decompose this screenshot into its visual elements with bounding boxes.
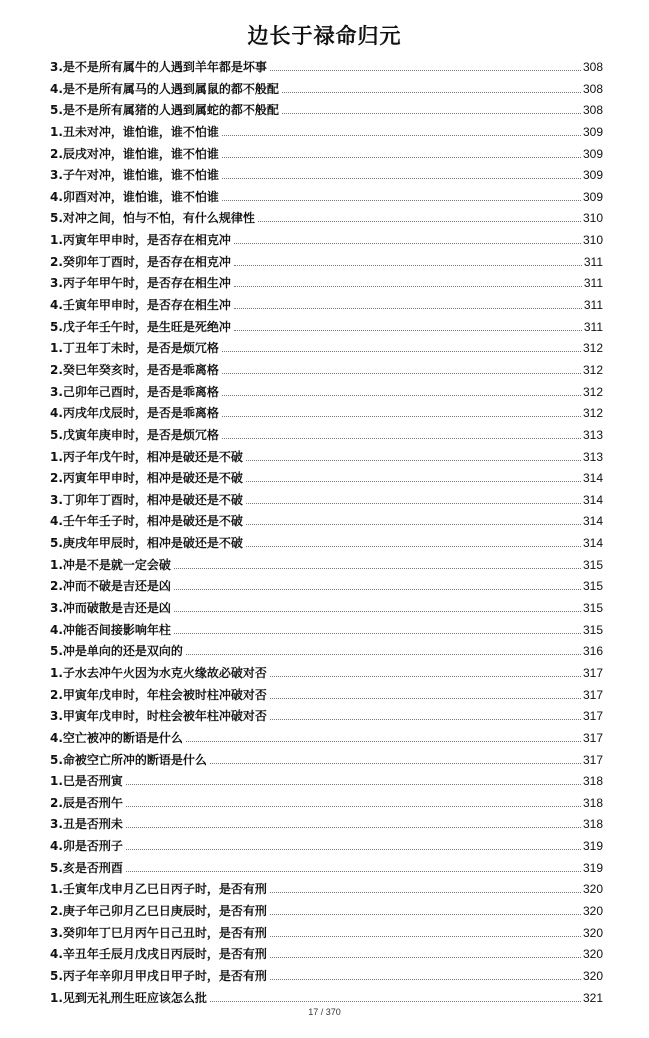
dot-leader <box>270 979 581 980</box>
toc-entry-page: 315 <box>582 601 603 616</box>
toc-entry[interactable] <box>50 231 603 253</box>
toc-entry-page: 309 <box>582 146 603 161</box>
toc-entry-page: 319 <box>582 839 603 854</box>
toc-entry-label: 2.丙寅年甲申时，相冲是破还是不破 <box>50 471 243 486</box>
dot-leader <box>222 351 581 352</box>
toc-entry[interactable] <box>50 296 603 318</box>
toc-entry-page: 309 <box>582 168 603 183</box>
toc-entry[interactable] <box>50 945 603 967</box>
toc-entry[interactable] <box>50 58 603 80</box>
dot-leader <box>222 438 581 439</box>
dot-leader <box>282 113 581 114</box>
table-of-contents <box>50 58 603 1010</box>
toc-entry-page: 309 <box>582 124 603 139</box>
toc-entry-label: 2.庚子年己卯月乙巳日庚辰时，是否有刑 <box>50 903 267 918</box>
dot-leader <box>174 633 581 634</box>
toc-entry-page: 318 <box>582 817 603 832</box>
toc-entry[interactable] <box>50 707 603 729</box>
toc-entry-label: 3.甲寅年戊申时，时柱会被年柱冲破对否 <box>50 709 267 724</box>
toc-entry-page: 317 <box>582 709 603 724</box>
toc-entry-label: 1.见到无礼刑生旺应该怎么批 <box>50 990 207 1005</box>
toc-entry[interactable] <box>50 599 603 621</box>
dot-leader <box>222 200 581 201</box>
toc-entry-page: 318 <box>582 774 603 789</box>
toc-entry-page: 309 <box>582 189 603 204</box>
dot-leader <box>222 373 581 374</box>
dot-leader <box>174 568 581 569</box>
toc-entry[interactable] <box>50 621 603 643</box>
dot-leader <box>258 221 581 222</box>
toc-entry-label: 5.亥是否刑酉 <box>50 860 123 875</box>
toc-entry-label: 2.癸卯年丁酉时，是否存在相克冲 <box>50 254 231 269</box>
dot-leader <box>186 654 581 655</box>
toc-entry-page: 308 <box>582 60 603 74</box>
toc-entry[interactable] <box>50 426 603 448</box>
toc-entry-label: 1.丙寅年甲申时，是否存在相克冲 <box>50 233 231 248</box>
toc-entry-page: 320 <box>582 925 603 940</box>
toc-entry-label: 1.壬寅年戊申月乙巳日丙子时，是否有刑 <box>50 882 267 897</box>
toc-entry-label: 4.壬寅年甲申时，是否存在相生冲 <box>50 298 231 313</box>
toc-entry[interactable] <box>50 924 603 946</box>
toc-entry-page: 314 <box>582 514 603 529</box>
toc-entry[interactable] <box>50 534 603 556</box>
dot-leader <box>270 676 581 677</box>
toc-entry-page: 314 <box>582 471 603 486</box>
dot-leader <box>234 308 582 309</box>
toc-entry-label: 4.卯是否刑子 <box>50 839 123 854</box>
toc-entry[interactable] <box>50 859 603 881</box>
dot-leader <box>126 806 581 807</box>
page-number: 17 / 370 <box>308 1007 341 1017</box>
toc-entry-page: 308 <box>582 81 603 96</box>
toc-entry[interactable] <box>50 404 603 426</box>
dot-leader <box>234 286 582 287</box>
dot-leader <box>126 849 581 850</box>
toc-entry[interactable] <box>50 469 603 491</box>
dot-leader <box>270 936 581 937</box>
toc-entry-label: 4.壬午年壬子时，相冲是破还是不破 <box>50 514 243 529</box>
toc-entry-label: 1.丑未对冲，谁怕谁，谁不怕谁 <box>50 124 219 139</box>
toc-entry[interactable] <box>50 274 603 296</box>
toc-entry-label: 5.丙子年辛卯月甲戌日甲子时，是否有刑 <box>50 968 267 983</box>
toc-entry-page: 312 <box>582 341 603 356</box>
toc-entry-page: 312 <box>582 362 603 377</box>
toc-entry[interactable] <box>50 794 603 816</box>
dot-leader <box>234 330 582 331</box>
dot-leader <box>222 395 581 396</box>
dot-leader <box>270 70 581 71</box>
toc-entry-label: 2.甲寅年戊申时，年柱会被时柱冲破对否 <box>50 687 267 702</box>
dot-leader <box>270 719 581 720</box>
toc-entry-page: 311 <box>583 276 603 291</box>
dot-leader <box>270 698 581 699</box>
toc-entry-page: 317 <box>582 687 603 702</box>
toc-entry-page: 311 <box>583 298 603 313</box>
toc-entry-page: 308 <box>582 103 603 118</box>
toc-entry[interactable] <box>50 642 603 664</box>
dot-leader <box>222 178 581 179</box>
toc-entry[interactable] <box>50 166 603 188</box>
toc-entry-label: 4.卯酉对冲，谁怕谁，谁不怕谁 <box>50 189 219 204</box>
toc-entry-page: 315 <box>582 557 603 572</box>
toc-entry[interactable] <box>50 729 603 751</box>
toc-entry-page: 311 <box>583 319 603 334</box>
toc-entry[interactable] <box>50 318 603 340</box>
toc-entry-label: 5.命被空亡所冲的断语是什么 <box>50 752 207 767</box>
dot-leader <box>246 481 581 482</box>
toc-entry[interactable] <box>50 123 603 145</box>
dot-leader <box>126 871 581 872</box>
toc-entry-label: 4.空亡被冲的断语是什么 <box>50 730 183 745</box>
toc-entry[interactable] <box>50 253 603 275</box>
toc-entry-page: 310 <box>582 211 603 226</box>
toc-entry-page: 312 <box>582 406 603 421</box>
dot-leader <box>174 611 581 612</box>
toc-entry[interactable] <box>50 491 603 513</box>
page-title: 边长于禄命归元 <box>247 24 402 48</box>
dot-leader <box>222 157 581 158</box>
toc-entry-page: 320 <box>582 903 603 918</box>
toc-entry-label: 1.子水去冲午火因为水克火缘故必破对否 <box>50 665 267 680</box>
dot-leader <box>270 957 581 958</box>
dot-leader <box>270 892 581 893</box>
toc-entry-page: 320 <box>582 882 603 897</box>
toc-entry-label: 5.是不是所有属猪的人遇到属蛇的都不般配 <box>50 103 279 118</box>
toc-entry-label: 3.己卯年己酉时，是否是乖离格 <box>50 384 219 399</box>
toc-entry-page: 311 <box>583 254 603 269</box>
dot-leader <box>222 135 581 136</box>
toc-entry-label: 1.丙子年戊午时，相冲是破还是不破 <box>50 449 243 464</box>
toc-entry-page: 310 <box>582 233 603 248</box>
toc-entry-label: 3.丙子年甲午时，是否存在相生冲 <box>50 276 231 291</box>
toc-entry[interactable] <box>50 339 603 361</box>
toc-entry[interactable] <box>50 815 603 837</box>
toc-entry-page: 314 <box>582 492 603 507</box>
toc-entry-page: 313 <box>582 449 603 464</box>
toc-entry[interactable] <box>50 448 603 470</box>
toc-entry-label: 3.癸卯年丁巳月丙午日己丑时，是否有刑 <box>50 925 267 940</box>
toc-entry-label: 3.子午对冲，谁怕谁，谁不怕谁 <box>50 168 219 183</box>
dot-leader <box>210 1001 581 1002</box>
toc-entry[interactable] <box>50 686 603 708</box>
toc-entry[interactable] <box>50 145 603 167</box>
toc-entry-label: 5.冲是单向的还是双向的 <box>50 644 183 659</box>
toc-entry[interactable] <box>50 967 603 989</box>
toc-entry-label: 5.戊寅年庚申时，是否是烦冗格 <box>50 427 219 442</box>
dot-leader <box>270 914 581 915</box>
toc-entry[interactable] <box>50 188 603 210</box>
toc-entry-page: 315 <box>582 622 603 637</box>
toc-entry-label: 2.癸巳年癸亥时，是否是乖离格 <box>50 362 219 377</box>
toc-entry-page: 317 <box>582 665 603 680</box>
toc-entry-page: 316 <box>582 644 603 659</box>
toc-entry-page: 320 <box>582 968 603 983</box>
toc-entry[interactable] <box>50 664 603 686</box>
toc-entry-label: 3.是不是所有属牛的人遇到羊年都是坏事 <box>50 60 267 74</box>
toc-entry[interactable] <box>50 80 603 102</box>
toc-entry[interactable] <box>50 837 603 859</box>
toc-entry-page: 314 <box>582 536 603 551</box>
toc-entry[interactable] <box>50 880 603 902</box>
toc-entry-page: 317 <box>582 730 603 745</box>
dot-leader <box>126 827 581 828</box>
dot-leader <box>246 546 581 547</box>
toc-entry[interactable] <box>50 209 603 231</box>
dot-leader <box>174 589 581 590</box>
toc-entry[interactable] <box>50 101 603 123</box>
toc-entry-label: 4.辛丑年壬辰月戊戌日丙辰时，是否有刑 <box>50 947 267 962</box>
dot-leader <box>126 784 581 785</box>
toc-entry-label: 3.丁卯年丁酉时，相冲是破还是不破 <box>50 492 243 507</box>
toc-entry-label: 5.戊子年壬午时，是生旺是死绝冲 <box>50 319 231 334</box>
toc-entry-label: 5.对冲之间，怕与不怕，有什么规律性 <box>50 211 255 226</box>
toc-entry-label: 4.是不是所有属马的人遇到属鼠的都不般配 <box>50 81 279 96</box>
toc-entry[interactable] <box>50 512 603 534</box>
toc-entry-label: 2.辰是否刑午 <box>50 795 123 810</box>
toc-entry-label: 1.巳是否刑寅 <box>50 774 123 789</box>
toc-entry-label: 3.冲而破散是吉还是凶 <box>50 601 171 616</box>
toc-entry-page: 312 <box>582 384 603 399</box>
toc-entry-page: 319 <box>582 860 603 875</box>
dot-leader <box>246 460 581 461</box>
dot-leader <box>282 92 581 93</box>
toc-entry-page: 313 <box>582 427 603 442</box>
toc-entry-label: 3.丑是否刑未 <box>50 817 123 832</box>
dot-leader <box>246 524 581 525</box>
toc-entry-label: 4.冲能否间接影响年柱 <box>50 622 171 637</box>
dot-leader <box>222 416 581 417</box>
toc-entry[interactable] <box>50 383 603 405</box>
toc-entry-label: 1.丁丑年丁未时，是否是烦冗格 <box>50 341 219 356</box>
toc-entry[interactable] <box>50 751 603 773</box>
toc-entry-page: 317 <box>582 752 603 767</box>
toc-entry[interactable] <box>50 361 603 383</box>
dot-leader <box>186 741 581 742</box>
dot-leader <box>246 503 581 504</box>
dot-leader <box>210 763 581 764</box>
toc-entry-label: 2.辰戌对冲，谁怕谁，谁不怕谁 <box>50 146 219 161</box>
toc-entry[interactable] <box>50 577 603 599</box>
dot-leader <box>234 243 581 244</box>
toc-entry-label: 4.丙戌年戊辰时，是否是乖离格 <box>50 406 219 421</box>
toc-entry-label: 5.庚戌年甲辰时，相冲是破还是不破 <box>50 536 243 551</box>
dot-leader <box>234 265 582 266</box>
toc-entry-page: 318 <box>582 795 603 810</box>
toc-entry-page: 315 <box>582 579 603 594</box>
toc-entry-page: 320 <box>582 947 603 962</box>
toc-entry[interactable] <box>50 556 603 578</box>
toc-entry[interactable] <box>50 772 603 794</box>
toc-entry[interactable] <box>50 902 603 924</box>
toc-entry-label: 2.冲而不破是吉还是凶 <box>50 579 171 594</box>
toc-entry-page: 321 <box>582 990 603 1005</box>
toc-entry-label: 1.冲是不是就一定会破 <box>50 557 171 572</box>
